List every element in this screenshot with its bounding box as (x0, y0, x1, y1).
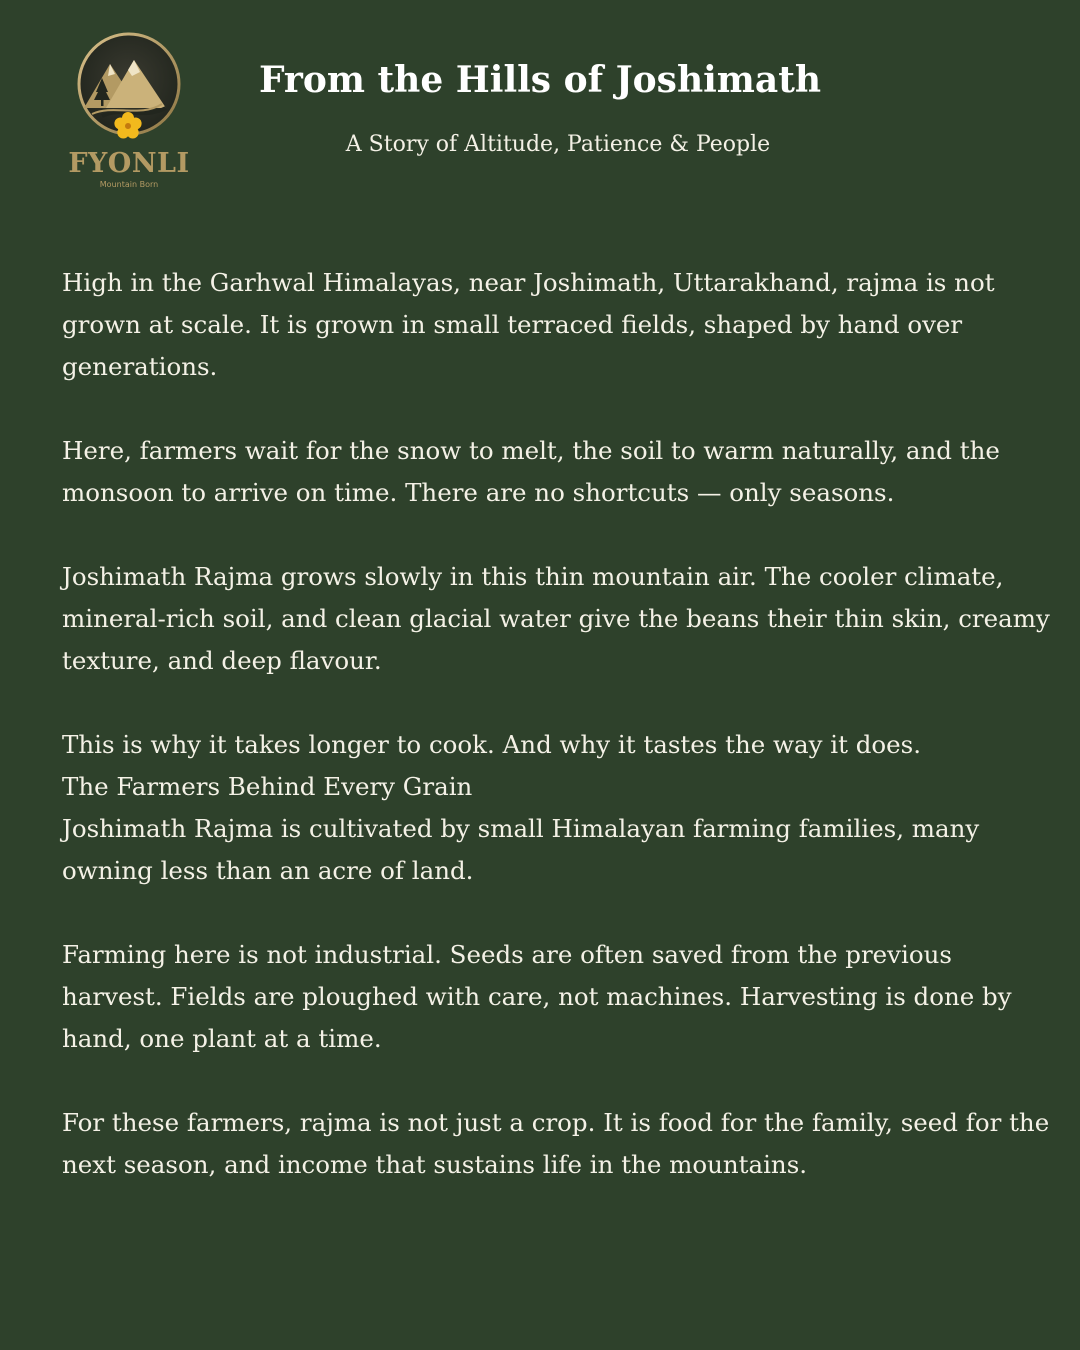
section-heading: The Farmers Behind Every Grain (62, 772, 473, 801)
story-body (62, 262, 1052, 1228)
header (180, 56, 900, 160)
paragraph: This is why it takes longer to cook. And why it tastes the way it does. (62, 730, 921, 759)
paragraph: For these farmers, rajma is not just a crop. It is food for the family, seed for the next season, and income that sustains life in the mountains. (62, 1108, 1050, 1179)
page-title: From the Hills of Joshimath (258, 59, 822, 101)
paragraph: Farming here is not industrial. Seeds are often saved from the previous harvest. Fields are ploughed with care, not machines. Harvesting is done by hand, one plant at a time. (62, 940, 1012, 1053)
paragraph: Joshimath Rajma grows slowly in this thin mountain air. The cooler climate, mineral-rich soil, and clean glacial water give the beans their thin skin, creamy texture, and deep flavour. (62, 562, 1050, 675)
paragraph: High in the Garhwal Himalayas, near Joshimath, Uttarakhand, rajma is not grown at scale. It is grown in small terraced fields, shaped by hand over generations. (62, 268, 995, 381)
mountain-flower-emblem-icon (62, 30, 196, 150)
paragraph: Here, farmers wait for the snow to melt, the soil to warm naturally, and the monsoon to arrive on time. There are no shortcuts — only seasons. (62, 436, 1000, 507)
paragraph: Joshimath Rajma is cultivated by small Himalayan farming families, many owning less than an acre of land. (62, 814, 980, 885)
brand-logo (62, 30, 196, 195)
brand-tagline: Mountain Born (99, 180, 159, 189)
page-subtitle: A Story of Altitude, Patience & People (345, 132, 771, 157)
brand-name: FYONLI (68, 148, 190, 179)
